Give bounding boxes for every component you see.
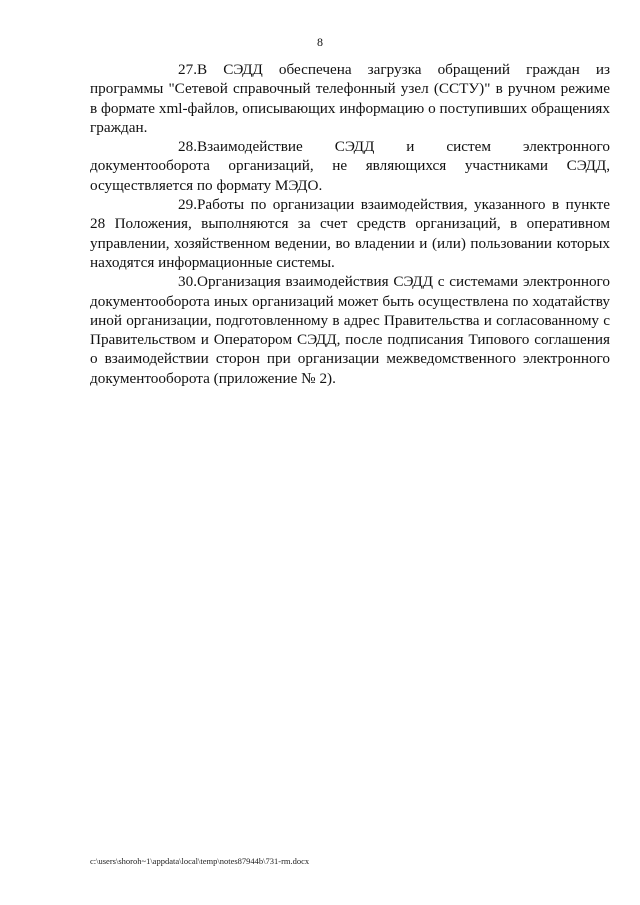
paragraph-30 — [90, 272, 610, 388]
paragraph-number: 30. — [178, 273, 197, 291]
paragraph-28 — [90, 137, 610, 195]
paragraph-number: 27. — [178, 61, 197, 78]
paragraph-text: В СЭДД обеспечена загрузка обращений граждан из программы "Сетевой справочный телефонный узел (ССТУ)" в ручном режиме в формате xml-файлов, описывающих информацию о поступивших обращениях граждан. — [90, 61, 610, 136]
paragraph-27 — [90, 60, 610, 137]
paragraph-number: 29. — [178, 196, 197, 214]
paragraph-29 — [90, 195, 610, 272]
page-number: 8 — [317, 35, 323, 49]
paragraph-number: 28. — [178, 138, 197, 156]
paragraph-text: Взаимодействие СЭДД и систем электронного документооборота организаций, не являющихся участниками СЭДД, осуществляется по формату МЭДО. — [90, 138, 610, 194]
footer-file-path: c:\users\shoroh~1\appdata\local\temp\notes87944b\731-rm.docx — [90, 856, 310, 866]
paragraph-text: Работы по организации взаимодействия, указанного в пункте 28 Положения, выполняются за счет средств организаций, в оперативном управлении, хозяйственном ведении, во владении и (или) пользовании которых находятся информационные системы. — [90, 196, 610, 271]
document-body — [90, 60, 610, 388]
paragraph-text: Организация взаимодействия СЭДД с системами электронного документооборота иных организаций может быть осуществлена по ходатайству иной организации, подготовленному в адрес Правительства и согласованному с Правительством и Оператором СЭДД, после подписания Типового соглашения о взаимодействии сторон при организации межведомственного электронного документооборота (приложение № 2). — [90, 273, 610, 387]
